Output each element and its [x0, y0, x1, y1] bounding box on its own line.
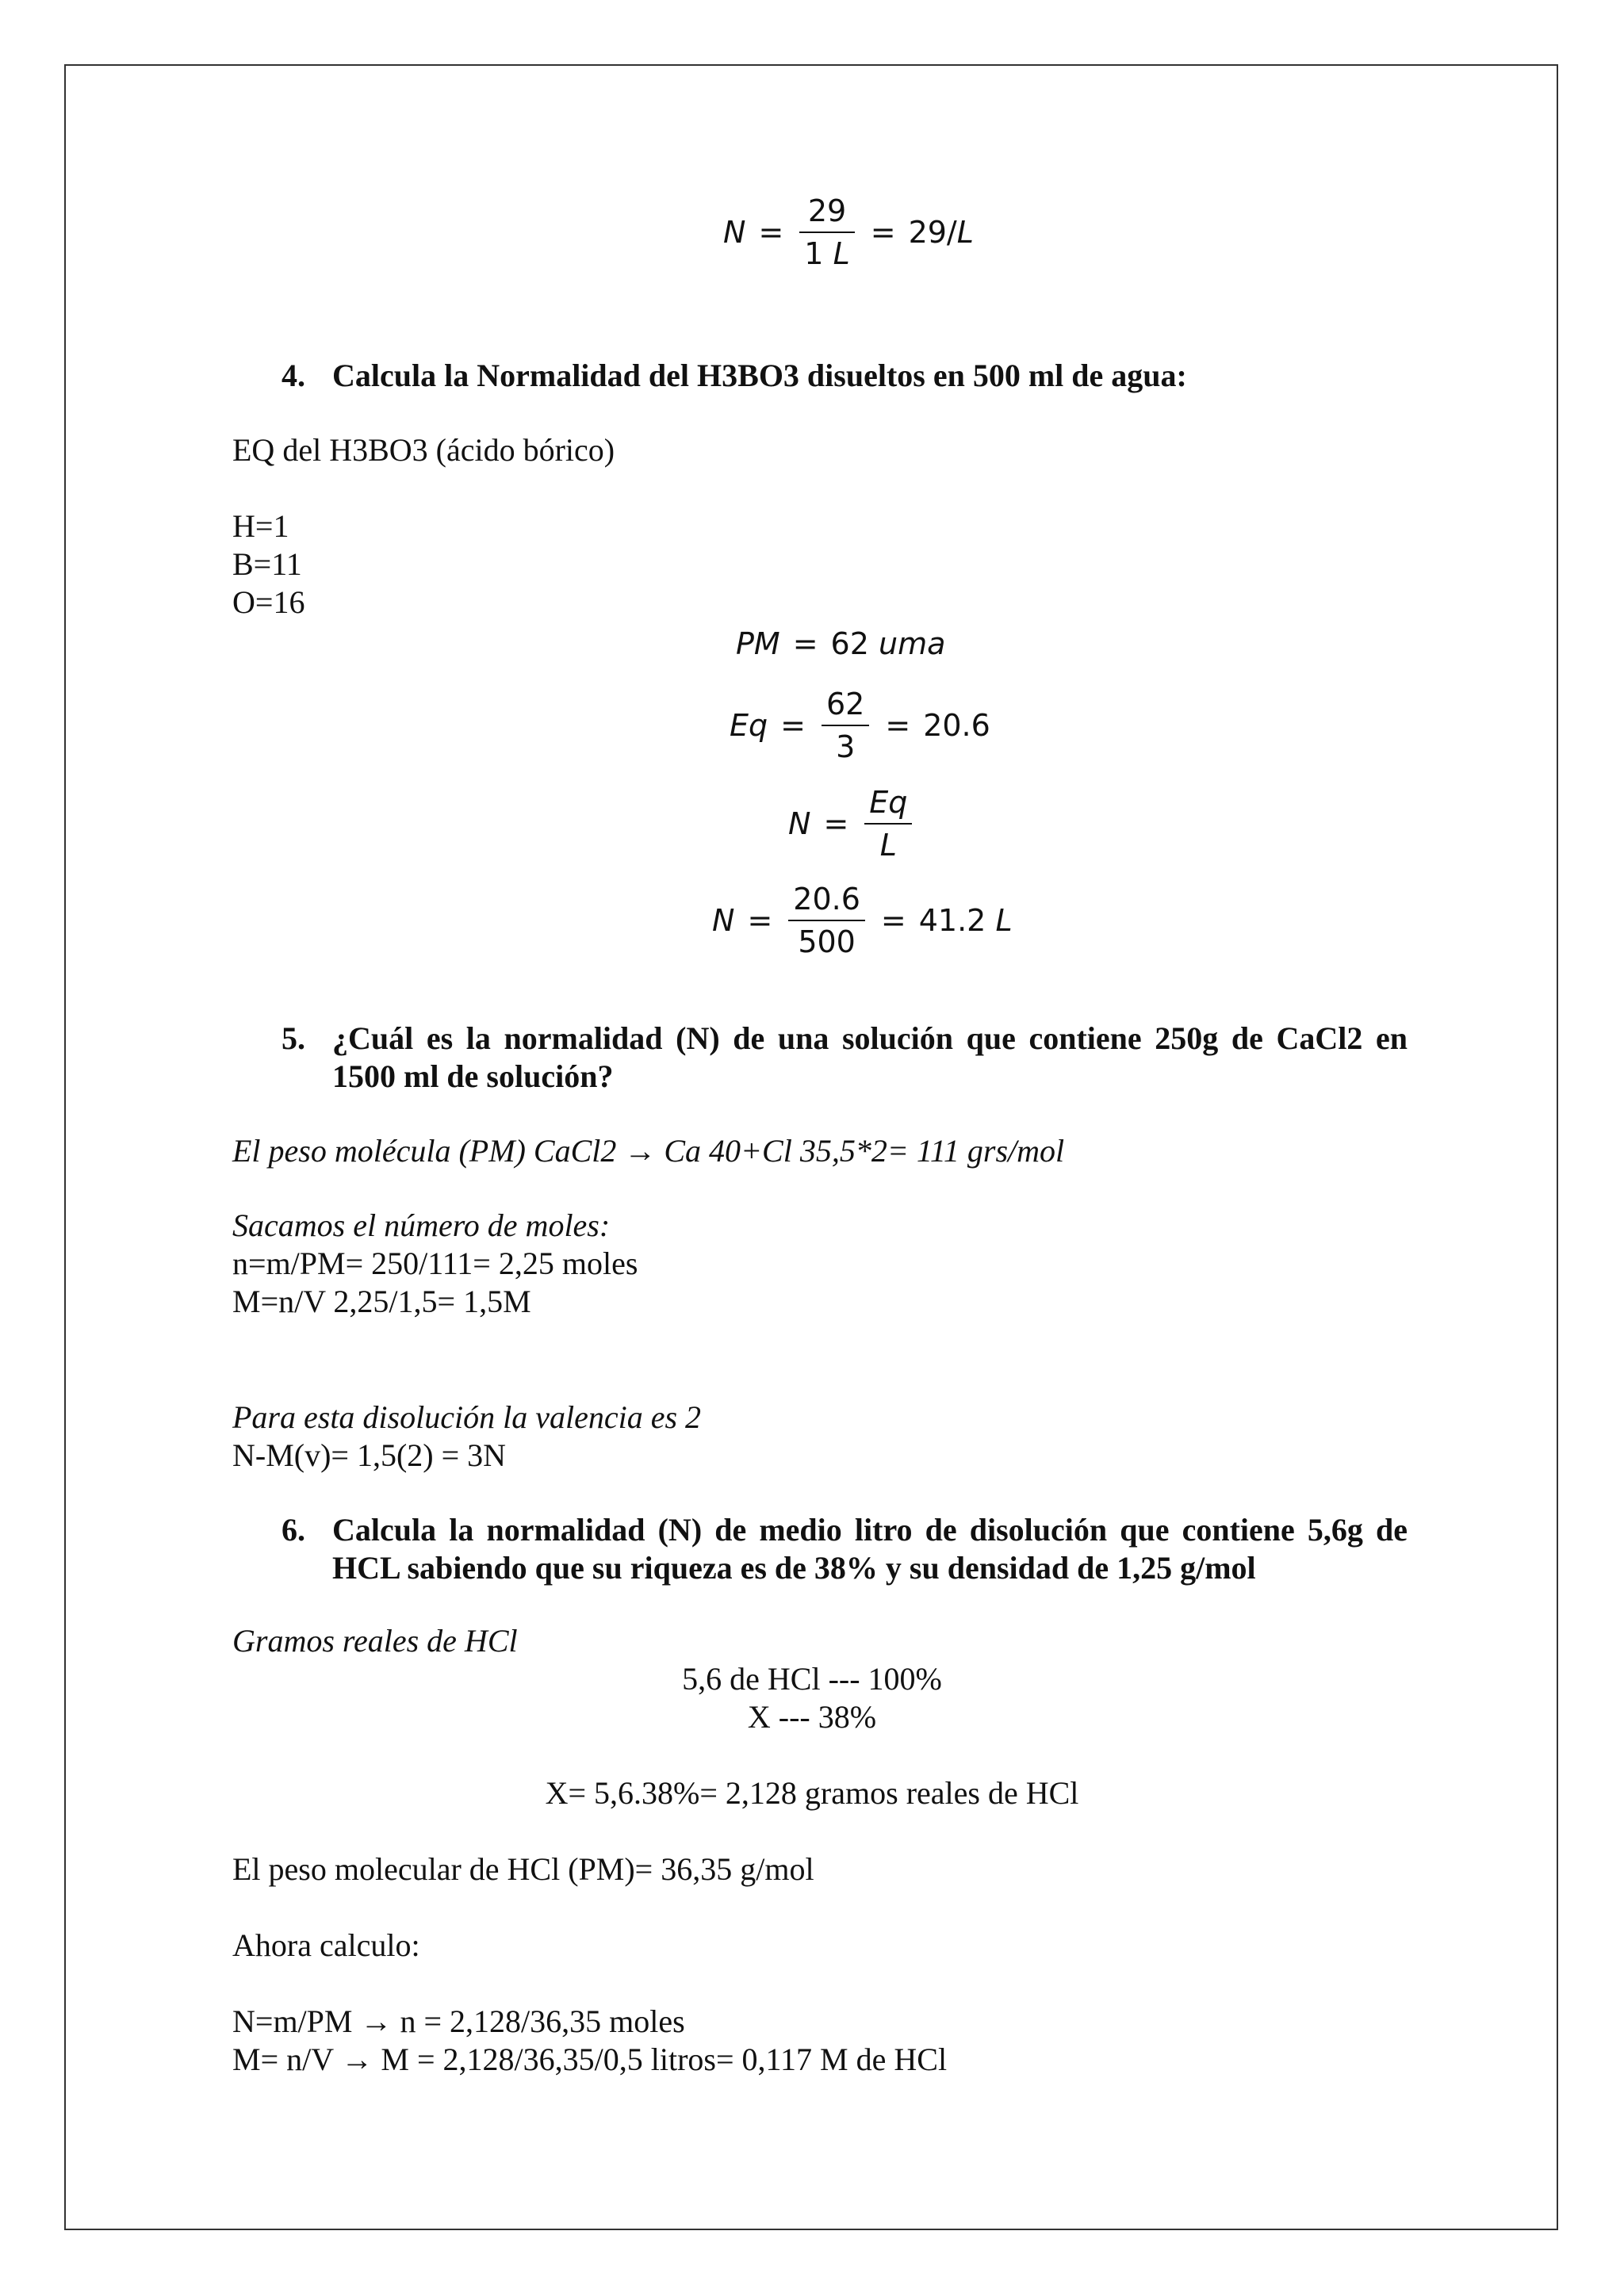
eq-n2-rhs: 41.2 — [918, 903, 986, 938]
equation-normality-29: N = $\frac{29}{1 L}$ = 29/ L — [723, 193, 974, 271]
calc-heading: Ahora calculo: — [232, 1927, 420, 1963]
eq-pm-unit: uma — [879, 626, 946, 661]
real-grams-heading: Gramos reales de HCl — [232, 1623, 518, 1659]
eq-pm-lhs: PM — [736, 626, 780, 661]
ratio-line-1: 5,6 de HCl --- 100% — [682, 1661, 942, 1697]
eq-eq-rhs: 20.6 — [923, 708, 990, 743]
eq1-numerator: 29 — [807, 193, 847, 228]
eq-pm-rhs: 62 — [830, 626, 869, 661]
question-4 — [282, 357, 1408, 395]
eq-n2-denominator: 500 — [798, 924, 856, 959]
eq1-denominator: 1 — [804, 236, 824, 271]
element-oxygen: O=16 — [232, 584, 305, 620]
equation-equivalent: Eq = $\frac{62}{3}$ = 20.6 — [730, 687, 990, 764]
question-5-text: ¿Cuál es la normalidad (N) de una solución que contiene 250g de CaCl2 en 1500 ml de solución? — [332, 1020, 1408, 1094]
element-hydrogen: H=1 — [232, 508, 289, 544]
equation-normality-formula: N = $\frac{Eq}{L}$ — [788, 785, 915, 863]
eq-eq-denominator: 3 — [836, 729, 856, 764]
ratio-line-2: X --- 38% — [747, 1699, 877, 1735]
moles-calculation: n=m/PM= 250/111= 2,25 moles — [232, 1246, 638, 1281]
x-result: X= 5,6.38%= 2,128 gramos reales de HCl — [545, 1775, 1079, 1811]
hcl-moles-calculation: N=m/PM → n = 2,128/36,35 moles — [232, 2003, 685, 2039]
question-6-text: Calcula la normalidad (N) de medio litro de disolución que contiene 5,6g de HCL sabiendo que su riqueza es de 38% y su densidad de 1,25 g/mol — [332, 1512, 1408, 1586]
question-4-text: Calcula la Normalidad del H3BO3 disueltos en 500 ml de agua: — [332, 358, 1187, 393]
eq1-rhs: 29/ — [908, 215, 957, 250]
moles-heading: Sacamos el número de moles: — [232, 1207, 611, 1243]
eq-eq-numerator: 62 — [825, 687, 865, 721]
eq-n-numerator: Eq — [869, 785, 908, 820]
question-5 — [282, 1020, 1408, 1096]
cacl2-molecular-weight: El peso molécula (PM) CaCl2 → Ca 40+Cl 35,5*2= 111 grs/mol — [232, 1133, 1065, 1169]
molarity-calculation: M=n/V 2,25/1,5= 1,5M — [232, 1284, 531, 1319]
eq-n-denominator: L — [879, 828, 897, 863]
eq-line-h3bo3: EQ del H3BO3 (ácido bórico) — [232, 432, 615, 468]
question-4-number: 4. — [282, 358, 305, 393]
question-6 — [282, 1511, 1408, 1587]
eq-n-lhs: N — [788, 806, 811, 841]
hcl-molarity-calculation: M= n/V → M = 2,128/36,35/0,5 litros= 0,117 M de HCl — [232, 2042, 948, 2077]
valence-statement: Para esta disolución la valencia es 2 — [232, 1399, 702, 1435]
eq-n2-numerator: 20.6 — [793, 882, 860, 916]
question-6-number: 6. — [282, 1512, 305, 1548]
normality-calculation: N-M(v)= 1,5(2) = 3N — [232, 1437, 507, 1473]
eq1-denominator-unit: L — [833, 236, 850, 271]
equation-molecular-weight: PM = 62 uma — [736, 626, 946, 661]
eq1-lhs: N — [723, 215, 746, 250]
eq-n2-lhs: N — [712, 903, 735, 938]
eq-eq-lhs: Eq — [730, 708, 768, 743]
eq-n2-unit: L — [995, 903, 1013, 938]
element-boron: B=11 — [232, 546, 302, 582]
hcl-molecular-weight: El peso molecular de HCl (PM)= 36,35 g/mol — [232, 1851, 814, 1887]
eq1-rhs-unit: L — [956, 215, 974, 250]
equation-normality-result: N = $\frac{20.6}{500}$ = 41.2 L — [712, 882, 1013, 959]
question-5-number: 5. — [282, 1020, 305, 1056]
